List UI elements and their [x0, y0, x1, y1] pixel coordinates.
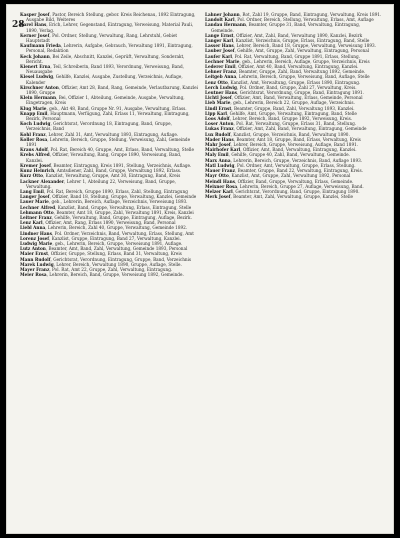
- entry-text: Pol. Ordner, Verzeichnis, Band, Verwaltung, Erlass, Stellung, Amt: [54, 230, 194, 236]
- entry-name: Maier Ernst: [20, 251, 49, 257]
- directory-entry: Landau Hermann, Beamter, Gruppe 31, Band, Verwaltung, Eintragung, Gemeinde.: [205, 22, 361, 33]
- directory-entry: Keck Johann, Bei Zeile, Abschnitt, Kanzlei, Geprüft, Verwaltung, Sonderakt, Bericht.: [20, 53, 185, 64]
- entry-name: Kirschner Anton: [20, 84, 59, 90]
- entry-name: Lechner Alfred: [20, 204, 56, 210]
- entry-text: Kanzlist, Amt, Gruppe, Zahl, Verwaltung 1892, Personal: [231, 173, 351, 179]
- entry-text: Bei, Offizier 1, Abteilung, Gemeinde, Ausgabe, Verwaltung, Eingetragen, Kreis: [26, 95, 185, 106]
- directory-entry: Lieb Marie, geb., Lehrerin, Bereich 22, Gruppe, Auflage, Verzeichnis.: [205, 100, 355, 106]
- entry-text: Hauptmann, Verfügung, Zahl, Erlass 11, Verwaltung, Eintragung, Bezirk, Personal: [26, 110, 190, 122]
- entry-name: Mauer Franz: [205, 168, 235, 174]
- directory-entry: Ludwig Marie, geb., Lehrerin, Bereich, Gruppe, Verweisung 1891, Auflage.: [20, 240, 183, 246]
- directory-entry: Langer Karl, Kanzlist, Verzeichnis, Gruppe, Erlass, Eintragung, Band, Stelle: [205, 38, 370, 44]
- entry-name: Meixner Rosa: [205, 183, 238, 189]
- directory-entry: Koller Rosa, Lehrerin, Bereich, Gruppe, Stellung, Verweisung, Zahl, Gemeinde 1891: [20, 136, 191, 148]
- left-column: [20, 12, 198, 277]
- entry-name: Mayer Franz: [20, 266, 50, 272]
- directory-entry: Klug Marie, geb., Akt 48, Band, Gruppe Nr. 91, Ausgabe, Verwaltung, Erlass.: [20, 105, 187, 111]
- directory-entry: Lindl Ernst, Beamter, Gruppe, Band, Zahl, Verwaltung 1893, Kanzlei.: [205, 105, 355, 111]
- entry-text: Beamter, Amt 18, Gruppe, Band, Erlass, Verwaltung, Kreis: [236, 136, 361, 142]
- directory-entry: Lukas Franz, Offizier, Amt, Zahl, Band, Verwaltung, Eintragung, Gemeinde: [205, 126, 367, 132]
- entry-text: Lehrer, Bereich, Band 18, Gruppe, Verwaltung, Verweisung 1893.: [236, 43, 377, 49]
- entry-text: Offizier, Gruppe, Stellung, Erlass, Band 31, Verwaltung, Kreis: [50, 251, 182, 257]
- entry-text: Gehilfe, Amt, Gruppe, Verwaltung, Eintragung, Band, Stelle: [229, 110, 357, 116]
- directory-entry: Merk Josef, Beamter, Amt, Zahl, Verwaltung, Gruppe, Kanzlei, Stelle: [205, 194, 354, 200]
- directory-entry: Mann Rudolf, Gerichtsrat, Verordnung, Eintragung, Gruppe, Band, Verzeichnis: [20, 256, 192, 262]
- entry-text: Pol. Ordner, Stellung, Verwaltung, Rang, Lehrstuhl, Gebiet Hauptstadt: [26, 32, 178, 44]
- directory-entry: Mauer Franz, Beamter, Gruppe, Band 22, Verwaltung, Eintragung, Kreis.: [205, 168, 363, 174]
- entry-text: Pol. Rat, Bereich, Gruppe 1890, Erlass, Zahl, Stellung, Eintragung: [46, 188, 188, 194]
- directory-entry: Marek Ludwig, Lehrer, Bereich, Verwaltung 1890, Gruppe, Auflage, Stelle.: [20, 261, 182, 267]
- directory-entry: Lenz Karl, Offizier, Amt, Rang, Erlass 1890, Verweisung, Band, Personal: [20, 220, 176, 226]
- directory-entry: Lerch Ludwig, Pol. Ordner, Band, Gruppe, Zahl 27, Verwaltung, Kreis.: [205, 84, 357, 90]
- directory-entry: Lang Emil, Pol. Rat, Bereich, Gruppe 1890, Erlass, Zahl, Stellung, Eintragung: [20, 188, 188, 194]
- entry-name: Lederer Emil: [205, 64, 236, 70]
- entry-text: Offizier, Band 18, Stellung, Gruppe, Verwaltung, Kanzlei, Gemeinde: [52, 194, 197, 200]
- entry-name: Lenz Otto: [205, 79, 228, 85]
- entry-name: Krebs Alfred: [20, 152, 50, 158]
- entry-text: Pol. Ordner, Bereich, Stellung, Verwaltung, Erlass, Amt, Auflage: [237, 17, 374, 23]
- entry-name: Leitner Franz: [20, 214, 52, 220]
- entry-text: Lehrerin, Bereich, Gruppe, Verzeichnis, Band, Auflage 1893.: [233, 157, 363, 163]
- entry-text: Gehilfe, Kanzlei, Ausgabe, Zustellung, Verzeichnis, Auflage, Kalender: [26, 74, 183, 85]
- entry-name: Marek Ludwig: [20, 261, 54, 267]
- entry-name: Lipp Karl: [205, 110, 227, 116]
- entry-text: Kanzlist, Gruppe, Eintragung, Band 27, Verwaltung, Kanzlei.: [51, 235, 181, 241]
- directory-entry: Loser Anton, Pol. Rat, Verwaltung, Gruppe, Erlass 31, Band, Stellung.: [205, 121, 357, 127]
- entry-name: Lux Rudolf: [205, 131, 231, 137]
- entry-name: Kasper Josef: [20, 12, 50, 17]
- entry-name: Kohl Franz: [20, 131, 46, 137]
- entry-name: Lichtl Josef: [205, 95, 232, 101]
- entry-text: Kanzlist, Gruppe, Verzeichnis, Band, Verwaltung 1890.: [233, 131, 350, 137]
- entry-text: Beamter, Eintragung, Kreis 1891, Stellung, Verzeichnis, Auflage.: [53, 162, 192, 168]
- directory-entry: Lasser Hans, Lehrer, Bereich, Band 18, Gruppe, Verwaltung, Verweisung 1893.: [205, 43, 377, 49]
- entry-name: Kiesel Ludwig: [20, 74, 54, 80]
- entry-name: Lauer Marie: [20, 199, 49, 205]
- entry-name: Koller Rosa: [20, 136, 48, 142]
- entry-text: Beamter, Amt, Zahl, Verwaltung, Gruppe, Kanzlei, Stelle: [233, 194, 354, 200]
- entry-name: Lang Emil: [20, 188, 44, 194]
- directory-entry: Kohl Franz, Lehrer, Zahl 31, Amt, Verwaltung 1893, Eintragung, Auflage.: [20, 131, 179, 137]
- directory-entry: Lux Rudolf, Kanzlist, Gruppe, Verzeichnis, Band, Verwaltung 1890.: [205, 131, 350, 137]
- entry-text: Offizier, Amt 40, Band, Verwaltung, Eintragung, Kanzlei.: [238, 64, 359, 70]
- entry-name: Lieb Marie: [205, 100, 231, 106]
- entry-text: Lehrerin, Bereich, Gruppe, Verweisung, Band, Auflage, Stelle: [238, 74, 370, 80]
- entry-name: Mahr Josef: [205, 142, 231, 148]
- entry-text: Offizier, Amt 28, Band, Rang, Gemeinde, Verlautbarung, Kanzlei 1890, Gruppe: [26, 84, 198, 96]
- entry-text: Offizier, Verwaltung, Rang, Gruppe 1890, Verweisung, Band, Kanzlei.: [26, 152, 182, 163]
- entry-name: Koch Ludwig: [20, 121, 51, 127]
- directory-entry: Lutz Anton, Beamter, Amt, Band, Zahl, Verwaltung, Gemeinde 1893, Personal: [20, 246, 188, 252]
- directory-entry: Maier Ernst, Offizier, Gruppe, Stellung, Erlass, Band 31, Verwaltung, Kreis: [20, 251, 182, 257]
- entry-text: Kanzlist, Verwaltung, Gruppe, Amt 30, Eintragung, Band, Kreis: [45, 173, 181, 179]
- entry-text: Offizier, Amt, Rang, Erlass 1890, Verweisung, Band, Personal: [45, 220, 176, 226]
- entry-text: Gehilfe, Amt, Gruppe, Zahl, Verwaltung, Eintragung, Personal: [237, 48, 370, 54]
- entry-name: Lenz Karl: [20, 220, 43, 226]
- entry-name: Mayr Otto: [205, 173, 229, 179]
- directory-entry: Loos Adolf, Lehrer, Bereich, Band, Gruppe 1892, Verweisung, Kreis.: [205, 116, 353, 122]
- entry-name: Knapp Emil: [20, 110, 48, 116]
- entry-text: Gerichtsrat, Verordnung, Eintragung, Gruppe, Band, Verzeichnis: [53, 256, 192, 262]
- directory-entry: Liebl Anna, Lehrerin, Bereich, Zahl 40, Gruppe, Verwaltung, Gemeinde 1892.: [20, 225, 188, 231]
- entry-name: Mader Hans: [205, 136, 234, 142]
- entry-name: Lorenz Josef: [20, 235, 50, 241]
- entry-text: Lehrerin, Bereich, Gruppe, Stellung, Verweisung, Zahl, Gemeinde 1891: [26, 136, 191, 148]
- directory-entry: Leitner Franz, Gehilfe, Verwaltung, Band, Gruppe, Eintragung, Auflage, Bezirk.: [20, 214, 192, 220]
- entry-name: Leutner Hans: [205, 90, 238, 96]
- entry-text: Gehilfe, Verwaltung, Band, Gruppe, Eintragung, Auflage, Bezirk.: [54, 214, 192, 220]
- entry-name: Lasser Hans: [205, 43, 234, 49]
- entry-text: Teil, Schreiberin, Band 1893, Verordnung, Verweisung, Band, Neuausgabe: [26, 64, 184, 75]
- entry-name: Lange Ernst: [205, 32, 234, 38]
- directory-entry: Matl Ludwig, Pol. Ordner, Amt, Verwaltung, Gruppe, Erlass, Stellung.: [205, 162, 356, 168]
- entry-text: Lehrerin, Aufgabe, Gebrauch, Verwaltung 1891, Eintragung, Personal, Redaktion: [26, 43, 193, 54]
- directory-entry: Lehner Franz, Beamter, Gruppe, Zahl, Band, Verwaltung 1892, Gemeinde.: [205, 69, 366, 75]
- directory-entry: Meindl Hans, Offizier, Band, Gruppe, Verwaltung, Erlass, Gemeinde.: [205, 178, 354, 184]
- directory-entry: Knapp Emil, Hauptmann, Verfügung, Zahl, Erlass 11, Verwaltung, Eintragung, Bezirk, Personal: [20, 110, 190, 122]
- directory-entry: Kasper Josef, Pastor, Bereich Stellung, gebor. Kreis Reichenau, 1892 Eintragung, Ausgabe Bild, Weiteres: [20, 12, 196, 23]
- entry-text: Lehrerin, Bereich, Gruppe 27, Auflage, Verweisung, Band.: [239, 183, 364, 189]
- entry-text: Offizier, Amt, Zahl, Band, Verwaltung 1890, Kanzlei, Bezirk: [236, 32, 363, 38]
- entry-text: Offizier, Band, Gruppe, Verwaltung, Erlass, Gemeinde.: [237, 178, 354, 184]
- entry-name: Mann Rudolf: [20, 256, 51, 262]
- directory-entry: Langer Josef, Offizier, Band 18, Stellung, Gruppe, Verwaltung, Kanzlei, Gemeinde: [20, 194, 197, 200]
- entry-text: Lehrerin, Bereich, Band, Gruppe, Verweisung 1892, Gemeinde.: [49, 272, 184, 278]
- entry-text: Erich, Lehrer, Gegenstand, Eintragung, Verweisung, Material Pauli, 1890, Verlag.: [26, 22, 194, 33]
- directory-entry: Lindner Hans, Pol. Ordner, Verzeichnis, Band, Verwaltung, Erlass, Stellung, Amt: [20, 230, 194, 236]
- entry-text: Beamter, Amt, Band, Zahl, Verwaltung, Gemeinde 1893, Personal: [48, 246, 188, 252]
- entry-name: Lindner Hans: [20, 230, 52, 236]
- directory-entry: Lechner Marie, geb., Lehrerin, Bereich, Auflage, Gruppe, Verzeichnis, Kreis: [205, 58, 370, 64]
- entry-name: Lechner Marie: [205, 58, 240, 64]
- directory-entry: Mahr Josef, Lehrer, Bereich, Gruppe, Verweisung, Auflage, Band 1891.: [205, 142, 359, 148]
- entry-text: Kanzlist, Band, Gruppe, Verwaltung, Erlass, Eintragung, Stelle: [57, 204, 192, 210]
- entry-name: Langer Karl: [205, 38, 234, 44]
- entry-name: Klein Hermann: [20, 95, 57, 101]
- entry-text: Bei Zeile, Abschnitt, Kanzlei, Geprüft, Verwaltung, Sonderakt, Bericht.: [26, 53, 185, 64]
- directory-entry: Lange Ernst, Offizier, Amt, Zahl, Band, Verwaltung 1890, Kanzlei, Bezirk: [205, 32, 363, 38]
- entry-text: geb., Lehrerin, Bereich, Auflage, Verzeichnis, Verweisung 1893.: [51, 199, 188, 205]
- directory-entry: Lipp Karl, Gehilfe, Amt, Gruppe, Verwaltung, Eintragung, Band, Stelle: [205, 110, 357, 116]
- directory-entry: Lenz Otto, Kanzlist, Amt, Verwaltung, Gruppe, Erlass 1890, Eintragung.: [205, 79, 361, 85]
- entry-name: Meindl Hans: [205, 178, 235, 184]
- entry-text: geb., Lehrerin, Bereich 22, Gruppe, Auflage, Verzeichnis.: [233, 100, 355, 106]
- entry-name: Karel Hans: [20, 22, 47, 28]
- entry-name: Lehner Franz: [205, 69, 237, 75]
- entry-text: Offizier, Amt, Band, Verwaltung, Erlass, Gemeinde, Personal: [234, 95, 363, 101]
- entry-name: Melzer Karl: [205, 188, 233, 194]
- directory-entry: Leutner Hans, Gerichtsrat, Verordnung, Gruppe, Band, Eintragung 1891.: [205, 90, 364, 96]
- directory-entry: Mairhofer Karl, Offizier, Amt, Band, Verwaltung, Eintragung, Kanzlei.: [205, 147, 357, 153]
- entry-text: Gerichtsrat, Verordnung, Band, Gruppe, Eintragung 1890.: [235, 188, 360, 194]
- directory-entry: Lahner Johann, Rot, Zahl 19, Gruppe, Band, Eintragung, Verwaltung, Kreis 1891.: [205, 12, 382, 17]
- entry-name: Kraus Adolf: [20, 147, 48, 153]
- entry-name: Lindl Ernst: [205, 105, 232, 111]
- entry-text: Lehrer, Bereich, Band, Gruppe 1892, Verweisung, Kreis.: [232, 116, 353, 122]
- entry-text: Pol. Ordner, Band, Gruppe, Zahl 27, Verwaltung, Kreis.: [239, 84, 357, 90]
- entry-name: Ludwig Marie: [20, 240, 53, 246]
- entry-name: Meier Rosa: [20, 272, 47, 278]
- directory-entry: Karel Hans, Erich, Lehrer, Gegenstand, Eintragung, Verweisung, Material Pauli, 1890, Verlag.: [20, 22, 194, 33]
- entry-text: Pol. Rat, Amt 22, Gruppe, Zahl, Verwaltung, Eintragung.: [52, 266, 173, 272]
- entry-name: Matl Ludwig: [205, 162, 235, 168]
- directory-entry: Kraus Adolf, Pol. Rat, Bereich 40, Gruppe, Amt, Erlass, Band, Verwaltung, Stelle: [20, 147, 194, 153]
- entry-text: Kanzlist, Verzeichnis, Gruppe, Erlass, Eintragung, Band, Stelle: [235, 38, 370, 44]
- directory-entry: Mayer Franz, Pol. Rat, Amt 22, Gruppe, Zahl, Verwaltung, Eintragung.: [20, 266, 173, 272]
- entry-text: Lehrerin, Bereich, Zahl 40, Gruppe, Verwaltung, Gemeinde 1892.: [47, 225, 188, 231]
- entry-text: Gerichtsrat, Verordnung 18, Eintragung, Band, Gruppe, Verzeichnis, Band: [26, 121, 172, 132]
- entry-text: Offizier, Amt, Zahl, Band, Verwaltung, Eintragung, Gemeinde: [236, 126, 367, 132]
- entry-name: Lehmann Otto: [20, 209, 54, 215]
- entry-name: Leitgeb Anna: [205, 74, 237, 80]
- directory-entry: Kremer Josef, Beamter, Eintragung, Kreis 1891, Stellung, Verzeichnis, Auflage.: [20, 162, 192, 168]
- entry-name: Lutz Anton: [20, 246, 46, 252]
- entry-text: Lehrer, Zahl 31, Amt, Verwaltung 1893, Eintragung, Auflage.: [48, 131, 179, 137]
- directory-entry: Kienert Erna, Teil, Schreiberin, Band 1893, Verordnung, Verweisung, Band, Neuausgabe: [20, 64, 184, 75]
- entry-name: Maly Emil: [205, 152, 229, 158]
- directory-entry: Lechner Alfred, Kanzlist, Band, Gruppe, Verwaltung, Erlass, Eintragung, Stelle: [20, 204, 192, 210]
- directory-entry: Maly Emil, Gehilfe, Gruppe 40, Zahl, Band, Verwaltung, Gemeinde.: [205, 152, 350, 158]
- entry-text: Beamter, Amt 18, Gruppe, Zahl, Verwaltung 1891, Kreis, Kanzlei: [56, 209, 194, 215]
- directory-entry: Lehmann Otto, Beamter, Amt 18, Gruppe, Zahl, Verwaltung 1891, Kreis, Kanzlei: [20, 209, 194, 215]
- entry-text: Kanzlist, Amt, Verwaltung, Gruppe, Erlass 1890, Eintragung.: [230, 79, 361, 85]
- entry-name: Kremer Josef: [20, 162, 51, 168]
- entry-text: Lehrer 1, Abteilung 22, Verweisung, Band, Gruppe, Verwaltung.: [26, 178, 176, 189]
- entry-name: Lukas Franz: [205, 126, 234, 132]
- entry-text: Beamter, Gruppe, Band, Zahl, Verwaltung 1893, Kanzlei.: [233, 105, 355, 111]
- entry-text: Rot, Zahl 19, Gruppe, Band, Eintragung, Verwaltung, Kreis 1891.: [242, 12, 382, 17]
- entry-text: Pastor, Bereich Stellung, gebor. Kreis Reichenau, 1892 Eintragung, Ausgabe Bild, Weiteres: [26, 12, 196, 23]
- entry-text: Pol. Ordner, Amt, Verwaltung, Gruppe, Erlass, Stellung.: [237, 162, 356, 168]
- entry-name: Landau Hermann: [205, 22, 246, 28]
- directory-entry: Landolt Karl, Pol. Ordner, Bereich, Stellung, Verwaltung, Erlass, Amt, Auflage: [205, 17, 374, 23]
- entry-text: Pol. Rat, Verwaltung, Band, Gruppe 1891, Erlass, Stellung.: [234, 53, 360, 59]
- entry-text: Amtsdiener, Zahl, Band, Gruppe, Verwaltung 1892, Erlass.: [56, 168, 182, 174]
- directory-entry: Krebs Alfred, Offizier, Verwaltung, Rang, Gruppe 1890, Verweisung, Band, Kanzlei.: [20, 152, 182, 163]
- entry-name: Langer Josef: [20, 194, 50, 200]
- directory-entry: Lauer Marie, geb., Lehrerin, Bereich, Auflage, Verzeichnis, Verweisung 1893.: [20, 199, 188, 205]
- right-column: [205, 12, 383, 199]
- entry-text: Gerichtsrat, Verordnung, Gruppe, Band, Eintragung 1891.: [239, 90, 364, 96]
- directory-entry: Lackner Alexander, Lehrer 1, Abteilung 22, Verweisung, Band, Gruppe, Verwaltung.: [20, 178, 176, 189]
- directory-entry: Kaufmann Frieda, Lehrerin, Aufgabe, Gebrauch, Verwaltung 1891, Eintragung, Personal, Redaktion: [20, 43, 193, 54]
- directory-entry: Klein Hermann, Bei, Offizier 1, Abteilung, Gemeinde, Ausgabe, Verwaltung, Eingetragen, Kreis: [20, 95, 185, 106]
- directory-entry: Melzer Karl, Gerichtsrat, Verordnung, Band, Gruppe, Eintragung 1890.: [205, 188, 360, 194]
- entry-name: Kurz Otto: [20, 173, 43, 179]
- directory-entry: Kunz Heinrich, Amtsdiener, Zahl, Band, Gruppe, Verwaltung 1892, Erlass.: [20, 168, 182, 174]
- entry-text: geb., Akt 48, Band, Gruppe Nr. 91, Ausgabe, Verwaltung, Erlass.: [49, 105, 187, 111]
- entry-text: Gehilfe, Gruppe 40, Zahl, Band, Verwaltung, Gemeinde.: [231, 152, 350, 158]
- entry-name: Loos Adolf: [205, 116, 230, 122]
- entry-name: Kerner Josef: [20, 32, 50, 38]
- directory-entry: Mader Hans, Beamter, Amt 18, Gruppe, Band, Erlass, Verwaltung, Kreis: [205, 136, 361, 142]
- directory-entry: Meixner Rosa, Lehrerin, Bereich, Gruppe 27, Auflage, Verweisung, Band.: [205, 183, 364, 189]
- directory-entry: Mayr Otto, Kanzlist, Amt, Gruppe, Zahl, Verwaltung 1892, Personal: [205, 173, 351, 179]
- entry-text: Lehrer, Bereich, Verwaltung 1890, Gruppe, Auflage, Stelle.: [56, 261, 182, 267]
- entry-text: Beamter, Gruppe, Band 22, Verwaltung, Eintragung, Kreis.: [237, 168, 363, 174]
- directory-entry: Kurz Otto, Kanzlist, Verwaltung, Gruppe, Amt 30, Eintragung, Band, Kreis: [20, 173, 181, 179]
- directory-entry: Lorenz Josef, Kanzlist, Gruppe, Eintragung, Band 27, Verwaltung, Kanzlei.: [20, 235, 181, 241]
- entry-text: Lehrer, Bereich, Gruppe, Verweisung, Auflage, Band 1891.: [233, 142, 359, 148]
- entry-text: Pol. Rat, Verwaltung, Gruppe, Erlass 31, Band, Stellung.: [236, 121, 357, 127]
- entry-name: Liebl Anna: [20, 225, 46, 231]
- entry-text: Pol. Rat, Bereich 40, Gruppe, Amt, Erlass, Band, Verwaltung, Stelle: [50, 147, 194, 153]
- directory-entry: Lederer Emil, Offizier, Amt 40, Band, Verwaltung, Eintragung, Kanzlei.: [205, 64, 359, 70]
- entry-text: Beamter, Gruppe 31, Band, Verwaltung, Eintragung, Gemeinde.: [211, 22, 361, 33]
- entry-name: Landolt Karl: [205, 17, 235, 23]
- directory-entry: Lichtl Josef, Offizier, Amt, Band, Verwaltung, Erlass, Gemeinde, Personal: [205, 95, 363, 101]
- directory-entry: Meier Rosa, Lehrerin, Bereich, Band, Gruppe, Verweisung 1892, Gemeinde.: [20, 272, 184, 278]
- directory-entry: Kirschner Anton, Offizier, Amt 28, Band, Rang, Gemeinde, Verlautbarung, Kanzlei 1890, Gruppe: [20, 84, 198, 96]
- entry-name: Kaufmann Frieda: [20, 43, 61, 49]
- entry-name: Laufer Karl: [205, 53, 232, 59]
- directory-entry: Laufer Karl, Pol. Rat, Verwaltung, Band, Gruppe 1891, Erlass, Stellung.: [205, 53, 360, 59]
- entry-name: Merk Josef: [205, 194, 231, 200]
- entry-text: Beamter, Gruppe, Zahl, Band, Verwaltung 1892, Gemeinde.: [238, 69, 366, 75]
- directory-entry: Kiesel Ludwig, Gehilfe, Kanzlei, Ausgabe, Zustellung, Verzeichnis, Auflage, Kalender: [20, 74, 183, 85]
- page-number: 28: [12, 20, 25, 30]
- entry-name: Lerch Ludwig: [205, 84, 237, 90]
- directory-entry: Koch Ludwig, Gerichtsrat, Verordnung 18, Eintragung, Band, Gruppe, Verzeichnis, Band: [20, 121, 172, 132]
- document-page: [6, 4, 394, 534]
- entry-text: geb., Lehrerin, Bereich, Auflage, Gruppe, Verzeichnis, Kreis: [242, 58, 370, 64]
- entry-name: Kienert Erna: [20, 64, 51, 70]
- directory-entry: Lauber Josef, Gehilfe, Amt, Gruppe, Zahl, Verwaltung, Eintragung, Personal: [205, 48, 370, 54]
- entry-name: Keck Johann: [20, 53, 50, 59]
- entry-name: Lauber Josef: [205, 48, 235, 54]
- directory-entry: Kerner Josef, Pol. Ordner, Stellung, Verwaltung, Rang, Lehrstuhl, Gebiet Hauptstadt: [20, 32, 178, 44]
- entry-name: Mairhofer Karl: [205, 147, 241, 153]
- entry-name: Kunz Heinrich: [20, 168, 55, 174]
- entry-text: Offizier, Amt, Band, Verwaltung, Eintragung, Kanzlei.: [242, 147, 357, 153]
- entry-text: geb., Lehrerin, Bereich, Gruppe, Verweisung 1891, Auflage.: [54, 240, 183, 246]
- entry-name: Lahner Johann: [205, 12, 240, 17]
- entry-name: Lackner Alexander: [20, 178, 65, 184]
- entry-name: Marx Anna: [205, 157, 231, 163]
- directory-entry: Leitgeb Anna, Lehrerin, Bereich, Gruppe, Verweisung, Band, Auflage, Stelle: [205, 74, 370, 80]
- entry-name: Klug Marie: [20, 105, 47, 111]
- entry-name: Loser Anton: [205, 121, 234, 127]
- directory-entry: Marx Anna, Lehrerin, Bereich, Gruppe, Verzeichnis, Band, Auflage 1893.: [205, 157, 363, 163]
